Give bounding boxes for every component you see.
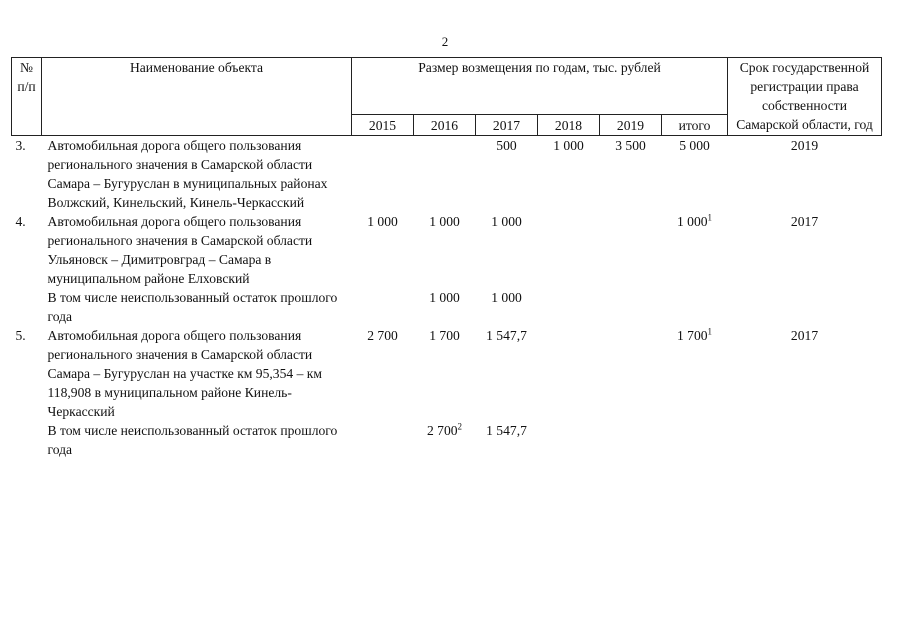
header-amount: Размер возмещения по годам, тыс. рублей: [352, 58, 728, 115]
cell-2019: [600, 326, 662, 421]
row-num: 3.: [15, 138, 26, 153]
cell-2019: [600, 288, 662, 326]
header-year: 2015: [352, 115, 414, 136]
header-total: итого: [662, 115, 728, 136]
cell-2015: [352, 288, 414, 326]
cell-2018: [538, 421, 600, 459]
footnote-mark: 1: [707, 326, 713, 337]
cell-term: [728, 288, 882, 326]
cell-2018: 1 000: [553, 138, 584, 153]
header-year: 2017: [476, 115, 538, 136]
cell-2016: 2 $700^2$: [426, 421, 463, 438]
header-term: Срок государственной регистрации права собственности Самарской области, год: [728, 58, 882, 136]
table-row: [12, 212, 882, 288]
cell-2015: 1 000: [367, 214, 398, 229]
cell-2017: 1 547,7: [486, 328, 527, 343]
page-number: 2: [441, 34, 449, 49]
table-row: [12, 421, 882, 459]
cell-total: 5 000: [679, 138, 710, 153]
row-num: 5.: [15, 328, 26, 343]
row-name: В том числе неиспользованный остаток прошлого года: [47, 290, 338, 324]
header-num: № п/п: [12, 58, 42, 136]
row-name: Автомобильная дорога общего пользования регионального значения в Самарской области Самара – Бугуруслан на участке км 95,354 – км 118,908 в муниципальном районе Кинель-Черкасский: [47, 328, 322, 419]
cell-2018: [538, 326, 600, 421]
cell-term: 2019: [790, 138, 819, 153]
cell-2019: 3 500: [615, 138, 646, 153]
cell-2016: 1 000: [429, 290, 460, 305]
cell-2015: [352, 136, 414, 213]
table-row: [12, 326, 882, 421]
row-name: Автомобильная дорога общего пользования регионального значения в Самарской области Ульяновск – Димитровград – Самара в муниципальном районе Елховский: [47, 214, 313, 286]
compensation-table: [11, 57, 882, 459]
row-num: 4.: [15, 214, 26, 229]
header-year: 2018: [538, 115, 600, 136]
footnote-mark: 2: [457, 421, 463, 432]
table-row: [12, 288, 882, 326]
cell-2016: 1 000: [429, 214, 460, 229]
row-name: В том числе неиспользованный остаток прошлого года: [47, 423, 338, 457]
cell-2017: 1 000: [491, 290, 522, 305]
cell-term: [728, 421, 882, 459]
cell-total: [662, 288, 728, 326]
cell-2015: [352, 421, 414, 459]
cell-2016: 1 700: [429, 328, 460, 343]
cell-2015: 2 700: [367, 328, 398, 343]
cell-2019: [600, 212, 662, 288]
cell-total: 1 $000^1$: [676, 212, 713, 229]
header-name: Наименование объекта: [42, 58, 352, 136]
header-year: 2019: [600, 115, 662, 136]
cell-2019: [600, 421, 662, 459]
cell-total: 1 $700^1$: [676, 326, 713, 343]
cell-term: 2017: [790, 214, 819, 229]
cell-2017: 1 547,7: [486, 423, 527, 438]
header-year: 2016: [414, 115, 476, 136]
cell-total: [662, 421, 728, 459]
cell-2017: 500: [496, 138, 517, 153]
cell-2018: [538, 212, 600, 288]
cell-2018: [538, 288, 600, 326]
row-num: [12, 421, 42, 459]
footnote-mark: 1: [707, 212, 713, 223]
row-num: [12, 288, 42, 326]
cell-2016: [414, 136, 476, 213]
table-row: [12, 136, 882, 213]
cell-2017: 1 000: [491, 214, 522, 229]
row-name: Автомобильная дорога общего пользования регионального значения в Самарской области Самара – Бугуруслан в муниципальных районах Волжский, Кинельский, Кинель-Черкасский: [47, 138, 328, 210]
cell-term: 2017: [790, 328, 819, 343]
